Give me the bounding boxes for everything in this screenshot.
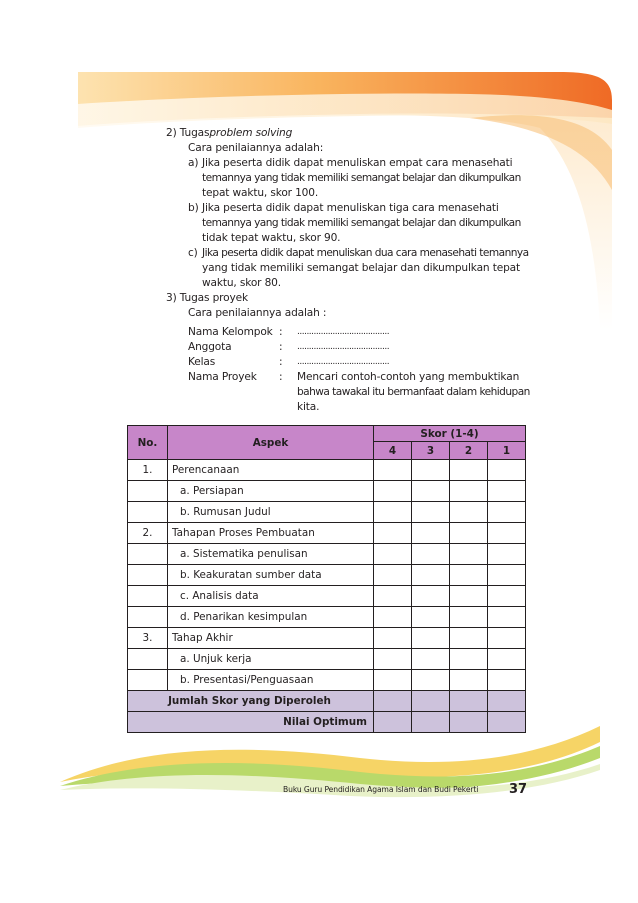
table-row (128, 670, 526, 691)
table-row (128, 628, 526, 649)
row-aspek: a. Unjuk kerja (168, 649, 374, 670)
row-aspek: Tahap Akhir (168, 628, 374, 649)
row-no: 3. (128, 628, 168, 649)
score-cell[interactable] (488, 544, 526, 565)
header-score-4: 4 (374, 442, 412, 460)
row-aspek: b. Presentasi/Penguasaan (168, 670, 374, 691)
criterion-line: Jika peserta didik dapat menuliskan tiga cara menasehati (202, 202, 499, 214)
score-cell[interactable] (412, 649, 450, 670)
item-number: 2) (166, 127, 177, 139)
score-cell[interactable] (450, 565, 488, 586)
score-cell[interactable] (488, 523, 526, 544)
header-aspek: Aspek (168, 426, 374, 460)
item-2-heading (166, 126, 530, 141)
criterion-a (166, 156, 530, 201)
row-aspek: d. Penarikan kesimpulan (168, 607, 374, 628)
score-cell[interactable] (450, 607, 488, 628)
field-value-line: Mencari contoh-contoh yang membuktikan (297, 371, 520, 383)
assessment-text (166, 126, 530, 415)
field-value-line: bahwa tawakal itu bermanfaat dalam kehidupan (297, 386, 530, 398)
field-colon: : (279, 326, 283, 338)
header-score-2: 2 (450, 442, 488, 460)
row-no (128, 544, 168, 565)
item-3-heading (166, 291, 530, 306)
score-cell[interactable] (488, 628, 526, 649)
row-no (128, 502, 168, 523)
score-cell[interactable] (374, 460, 412, 481)
row-no (128, 565, 168, 586)
table-row (128, 460, 526, 481)
table-row (128, 607, 526, 628)
item-3-intro: Cara penilaiannya adalah : (188, 307, 327, 319)
score-cell[interactable] (412, 460, 450, 481)
score-cell[interactable] (374, 586, 412, 607)
row-no (128, 670, 168, 691)
score-cell[interactable] (450, 502, 488, 523)
criterion-label: b) (188, 202, 199, 214)
score-cell[interactable] (488, 691, 526, 712)
score-cell[interactable] (412, 607, 450, 628)
item-title: Tugas proyek (179, 292, 248, 304)
row-aspek: c. Analisis data (168, 586, 374, 607)
score-cell[interactable] (450, 523, 488, 544)
row-no (128, 586, 168, 607)
score-cell[interactable] (450, 691, 488, 712)
score-cell[interactable] (450, 586, 488, 607)
score-cell[interactable] (374, 712, 412, 733)
criterion-label: a) (188, 157, 199, 169)
header-skor: Skor (1-4) (374, 426, 526, 442)
criterion-line: temannya yang tidak memiliki semangat belajar dan dikumpulkan (202, 217, 521, 229)
header-no: No. (128, 426, 168, 460)
book-title-footer: Buku Guru Pendidikan Agama Islam dan Budi Pekerti (283, 785, 479, 794)
header-score-3: 3 (412, 442, 450, 460)
row-aspek: a. Persiapan (168, 481, 374, 502)
table-header-row (128, 426, 526, 442)
header-score-1: 1 (488, 442, 526, 460)
score-cell[interactable] (374, 544, 412, 565)
score-cell[interactable] (488, 481, 526, 502)
criterion-b (166, 201, 530, 246)
field-label: Anggota (188, 341, 232, 353)
row-aspek: Tahapan Proses Pembuatan (168, 523, 374, 544)
row-aspek: b. Rumusan Judul (168, 502, 374, 523)
score-cell[interactable] (488, 586, 526, 607)
score-cell[interactable] (488, 712, 526, 733)
score-cell[interactable] (450, 670, 488, 691)
score-cell[interactable] (412, 628, 450, 649)
table-row (128, 544, 526, 565)
field-label: Nama Proyek (188, 371, 257, 383)
criterion-line: waktu, skor 80. (202, 277, 281, 289)
score-cell[interactable] (374, 628, 412, 649)
score-cell[interactable] (374, 502, 412, 523)
row-no (128, 607, 168, 628)
score-cell[interactable] (374, 481, 412, 502)
score-cell[interactable] (488, 607, 526, 628)
score-cell[interactable] (488, 649, 526, 670)
bottom-wave-decoration (0, 720, 638, 810)
field-blank: ....................................... (297, 342, 390, 352)
score-cell[interactable] (488, 565, 526, 586)
field-value-line: kita. (297, 401, 320, 413)
score-cell[interactable] (450, 544, 488, 565)
field-colon: : (279, 371, 283, 383)
score-cell[interactable] (374, 607, 412, 628)
score-cell[interactable] (450, 460, 488, 481)
assessment-rubric-table (127, 425, 526, 733)
table-row (128, 565, 526, 586)
item-2-intro: Cara penilaiannya adalah: (188, 142, 324, 154)
summary-label: Jumlah Skor yang Diperoleh (128, 691, 374, 712)
field-blank: ....................................... (297, 357, 390, 367)
table-body (128, 460, 526, 733)
criterion-line: Jika peserta didik dapat menuliskan dua cara menasehati temannya (202, 247, 529, 259)
score-cell[interactable] (412, 544, 450, 565)
criterion-label: c) (188, 247, 198, 259)
criterion-c (166, 246, 530, 291)
table-row (128, 649, 526, 670)
score-cell[interactable] (488, 460, 526, 481)
form-field-kelas (166, 355, 530, 370)
item-title-italic: problem solving (209, 127, 293, 139)
score-cell[interactable] (412, 670, 450, 691)
criterion-line: Jika peserta didik dapat menuliskan empat cara menasehati (202, 157, 513, 169)
score-cell[interactable] (412, 712, 450, 733)
score-cell[interactable] (412, 691, 450, 712)
score-cell[interactable] (412, 565, 450, 586)
score-cell[interactable] (450, 649, 488, 670)
field-label: Kelas (188, 356, 216, 368)
score-cell[interactable] (374, 649, 412, 670)
table-row (128, 481, 526, 502)
row-no (128, 649, 168, 670)
item-title: Tugas (179, 127, 210, 139)
row-no: 2. (128, 523, 168, 544)
item-number: 3) (166, 292, 177, 304)
score-cell[interactable] (412, 523, 450, 544)
page-number: 37 (509, 782, 528, 797)
score-cell[interactable] (374, 565, 412, 586)
score-cell[interactable] (374, 691, 412, 712)
score-cell[interactable] (412, 502, 450, 523)
score-cell[interactable] (412, 481, 450, 502)
criterion-line: tepat waktu, skor 100. (202, 187, 319, 199)
score-cell[interactable] (450, 712, 488, 733)
row-aspek: Perencanaan (168, 460, 374, 481)
row-aspek: b. Keakuratan sumber data (168, 565, 374, 586)
summary-label: Nilai Optimum (128, 712, 374, 733)
score-cell[interactable] (488, 670, 526, 691)
table-row (128, 502, 526, 523)
field-colon: : (279, 356, 283, 368)
row-no (128, 481, 168, 502)
row-aspek: a. Sistematika penulisan (168, 544, 374, 565)
form-field-nama-proyek (166, 370, 530, 415)
score-cell[interactable] (374, 523, 412, 544)
table-row (128, 586, 526, 607)
score-cell[interactable] (450, 481, 488, 502)
score-cell[interactable] (488, 502, 526, 523)
field-colon: : (279, 341, 283, 353)
summary-row-total-score (128, 691, 526, 712)
criterion-line: yang tidak memiliki semangat belajar dan dikumpulkan tepat (202, 262, 521, 274)
summary-row-optimum (128, 712, 526, 733)
criterion-line: tidak tepat waktu, skor 90. (202, 232, 341, 244)
form-field-anggota (166, 340, 530, 355)
score-cell[interactable] (374, 670, 412, 691)
score-cell[interactable] (450, 628, 488, 649)
field-blank: ....................................... (297, 327, 390, 337)
score-cell[interactable] (412, 586, 450, 607)
row-no: 1. (128, 460, 168, 481)
table-row (128, 523, 526, 544)
criterion-line: temannya yang tidak memiliki semangat belajar dan dikumpulkan (202, 172, 521, 184)
form-field-nama-kelompok (166, 325, 530, 340)
field-label: Nama Kelompok (188, 326, 273, 338)
